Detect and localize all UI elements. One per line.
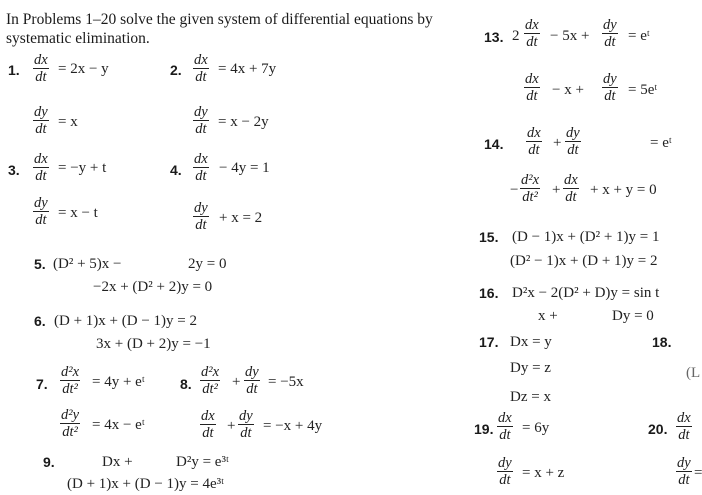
problem-number: 13. <box>484 29 504 45</box>
equation-term: − 5x + <box>550 28 590 44</box>
equation-line: D²y = e³ᵗ <box>176 454 229 470</box>
equation-rhs: + x + y = 0 <box>590 182 657 198</box>
equation-rhs: = −x + 4y <box>263 418 323 434</box>
equation-rhs: = 2x − y <box>58 61 109 77</box>
derivative-fraction: dy dt <box>34 195 48 228</box>
problem-number: 15. <box>479 229 499 245</box>
derivative-fraction: dx dt <box>194 151 208 184</box>
derivative-fraction: dy dt <box>603 71 617 104</box>
intro-line-1: In Problems 1–20 solve the given system of differential equations by <box>6 11 433 28</box>
plus-sign: + <box>553 135 562 151</box>
problem-number: 1. <box>8 62 20 78</box>
derivative-fraction: d²x dt² <box>201 364 220 397</box>
equation-rhs: − 4y = 1 <box>219 160 270 176</box>
equation-rhs: = eᵗ <box>628 28 650 44</box>
equation-line: D²x − 2(D² + D)y = sin t <box>512 285 660 301</box>
derivative-fraction: dy dt <box>498 455 512 488</box>
minus-sign: − <box>510 182 519 198</box>
equation-term: − x + <box>552 82 584 98</box>
derivative-fraction: dx dt <box>525 17 539 50</box>
derivative-fraction: dx dt <box>527 125 541 158</box>
equation-rhs: = 5eᵗ <box>628 82 658 98</box>
plus-sign: + <box>227 418 236 434</box>
problem-number: 5. <box>34 256 46 272</box>
problem-number: 16. <box>479 285 499 301</box>
coefficient: 2 <box>512 28 520 44</box>
derivative-fraction: d²x dt² <box>521 172 540 205</box>
derivative-fraction: d²x dt² <box>61 364 80 397</box>
equation-line: 3x + (D + 2)y = −1 <box>96 336 211 352</box>
derivative-fraction: dx dt <box>201 408 215 441</box>
equation-line: (D − 1)x + (D² + 1)y = 1 <box>512 229 660 245</box>
equation-line: Dy = z <box>510 360 551 376</box>
problem-number: 2. <box>170 62 182 78</box>
derivative-fraction: dx dt <box>677 410 691 443</box>
problem-number: 19. <box>474 421 494 437</box>
problem-number: 8. <box>180 376 192 392</box>
equation-rhs: = −5x <box>268 374 304 390</box>
derivative-fraction: dy dt <box>603 17 617 50</box>
equation-line: Dx + <box>102 454 133 470</box>
derivative-fraction: dy dt <box>239 408 253 441</box>
problem-number: 3. <box>8 162 20 178</box>
equation-line: 2y = 0 <box>188 256 227 272</box>
derivative-fraction: d²y dt² <box>61 407 80 440</box>
equation-line: x + <box>538 308 558 324</box>
equation-rhs: = −y + t <box>58 160 107 176</box>
equation-line: (D + 1)x + (D − 1)y = 2 <box>54 313 197 329</box>
equation-line: (D + 1)x + (D − 1)y = 4e³ᵗ <box>67 476 225 492</box>
equation-rhs: = x − t <box>58 205 98 221</box>
equation-line: Dy = 0 <box>612 308 654 324</box>
problem-number: 17. <box>479 334 499 350</box>
problem-number: 9. <box>43 454 55 470</box>
cut-off-text: = <box>694 465 702 481</box>
derivative-fraction: dx dt <box>564 172 578 205</box>
derivative-fraction: dy dt <box>677 455 691 488</box>
equation-rhs: = x − 2y <box>218 114 269 130</box>
problem-number: 6. <box>34 313 46 329</box>
cut-off-text: (L <box>686 365 701 381</box>
derivative-fraction: dx dt <box>498 410 512 443</box>
derivative-fraction: dy dt <box>566 125 580 158</box>
equation-line: Dx = y <box>510 334 552 350</box>
derivative-fraction: dy dt <box>194 200 208 233</box>
plus-sign: + <box>552 182 561 198</box>
equation-line: (D² + 5)x − <box>53 256 122 272</box>
derivative-fraction: dx dt <box>525 71 539 104</box>
equation-rhs: = eᵗ <box>650 135 672 151</box>
problem-number: 14. <box>484 136 504 152</box>
derivative-fraction: dx dt <box>34 151 48 184</box>
equation-line: (D² − 1)x + (D + 1)y = 2 <box>510 253 658 269</box>
problem-number: 20. <box>648 421 668 437</box>
equation-rhs: + x = 2 <box>219 210 263 226</box>
problem-number: 4. <box>170 162 182 178</box>
equation-rhs: = 4y + eᵗ <box>92 374 145 390</box>
equation-line: Dz = x <box>510 389 551 405</box>
derivative-fraction: dy dt <box>194 104 208 137</box>
derivative-fraction: dx dt <box>194 52 208 85</box>
problem-number: 18. <box>652 334 672 350</box>
derivative-fraction: dx dt <box>34 52 48 85</box>
equation-line: −2x + (D² + 2)y = 0 <box>93 279 213 295</box>
equation-rhs: = 6y <box>522 420 550 436</box>
derivative-fraction: dy dt <box>245 364 259 397</box>
intro-line-2: systematic elimination. <box>6 30 150 47</box>
equation-rhs: = x + z <box>522 465 565 481</box>
equation-rhs: = x <box>58 114 78 130</box>
equation-rhs: = 4x − eᵗ <box>92 417 145 433</box>
derivative-fraction: dy dt <box>34 104 48 137</box>
plus-sign: + <box>232 374 241 390</box>
equation-rhs: = 4x + 7y <box>218 61 277 77</box>
problem-number: 7. <box>36 376 48 392</box>
